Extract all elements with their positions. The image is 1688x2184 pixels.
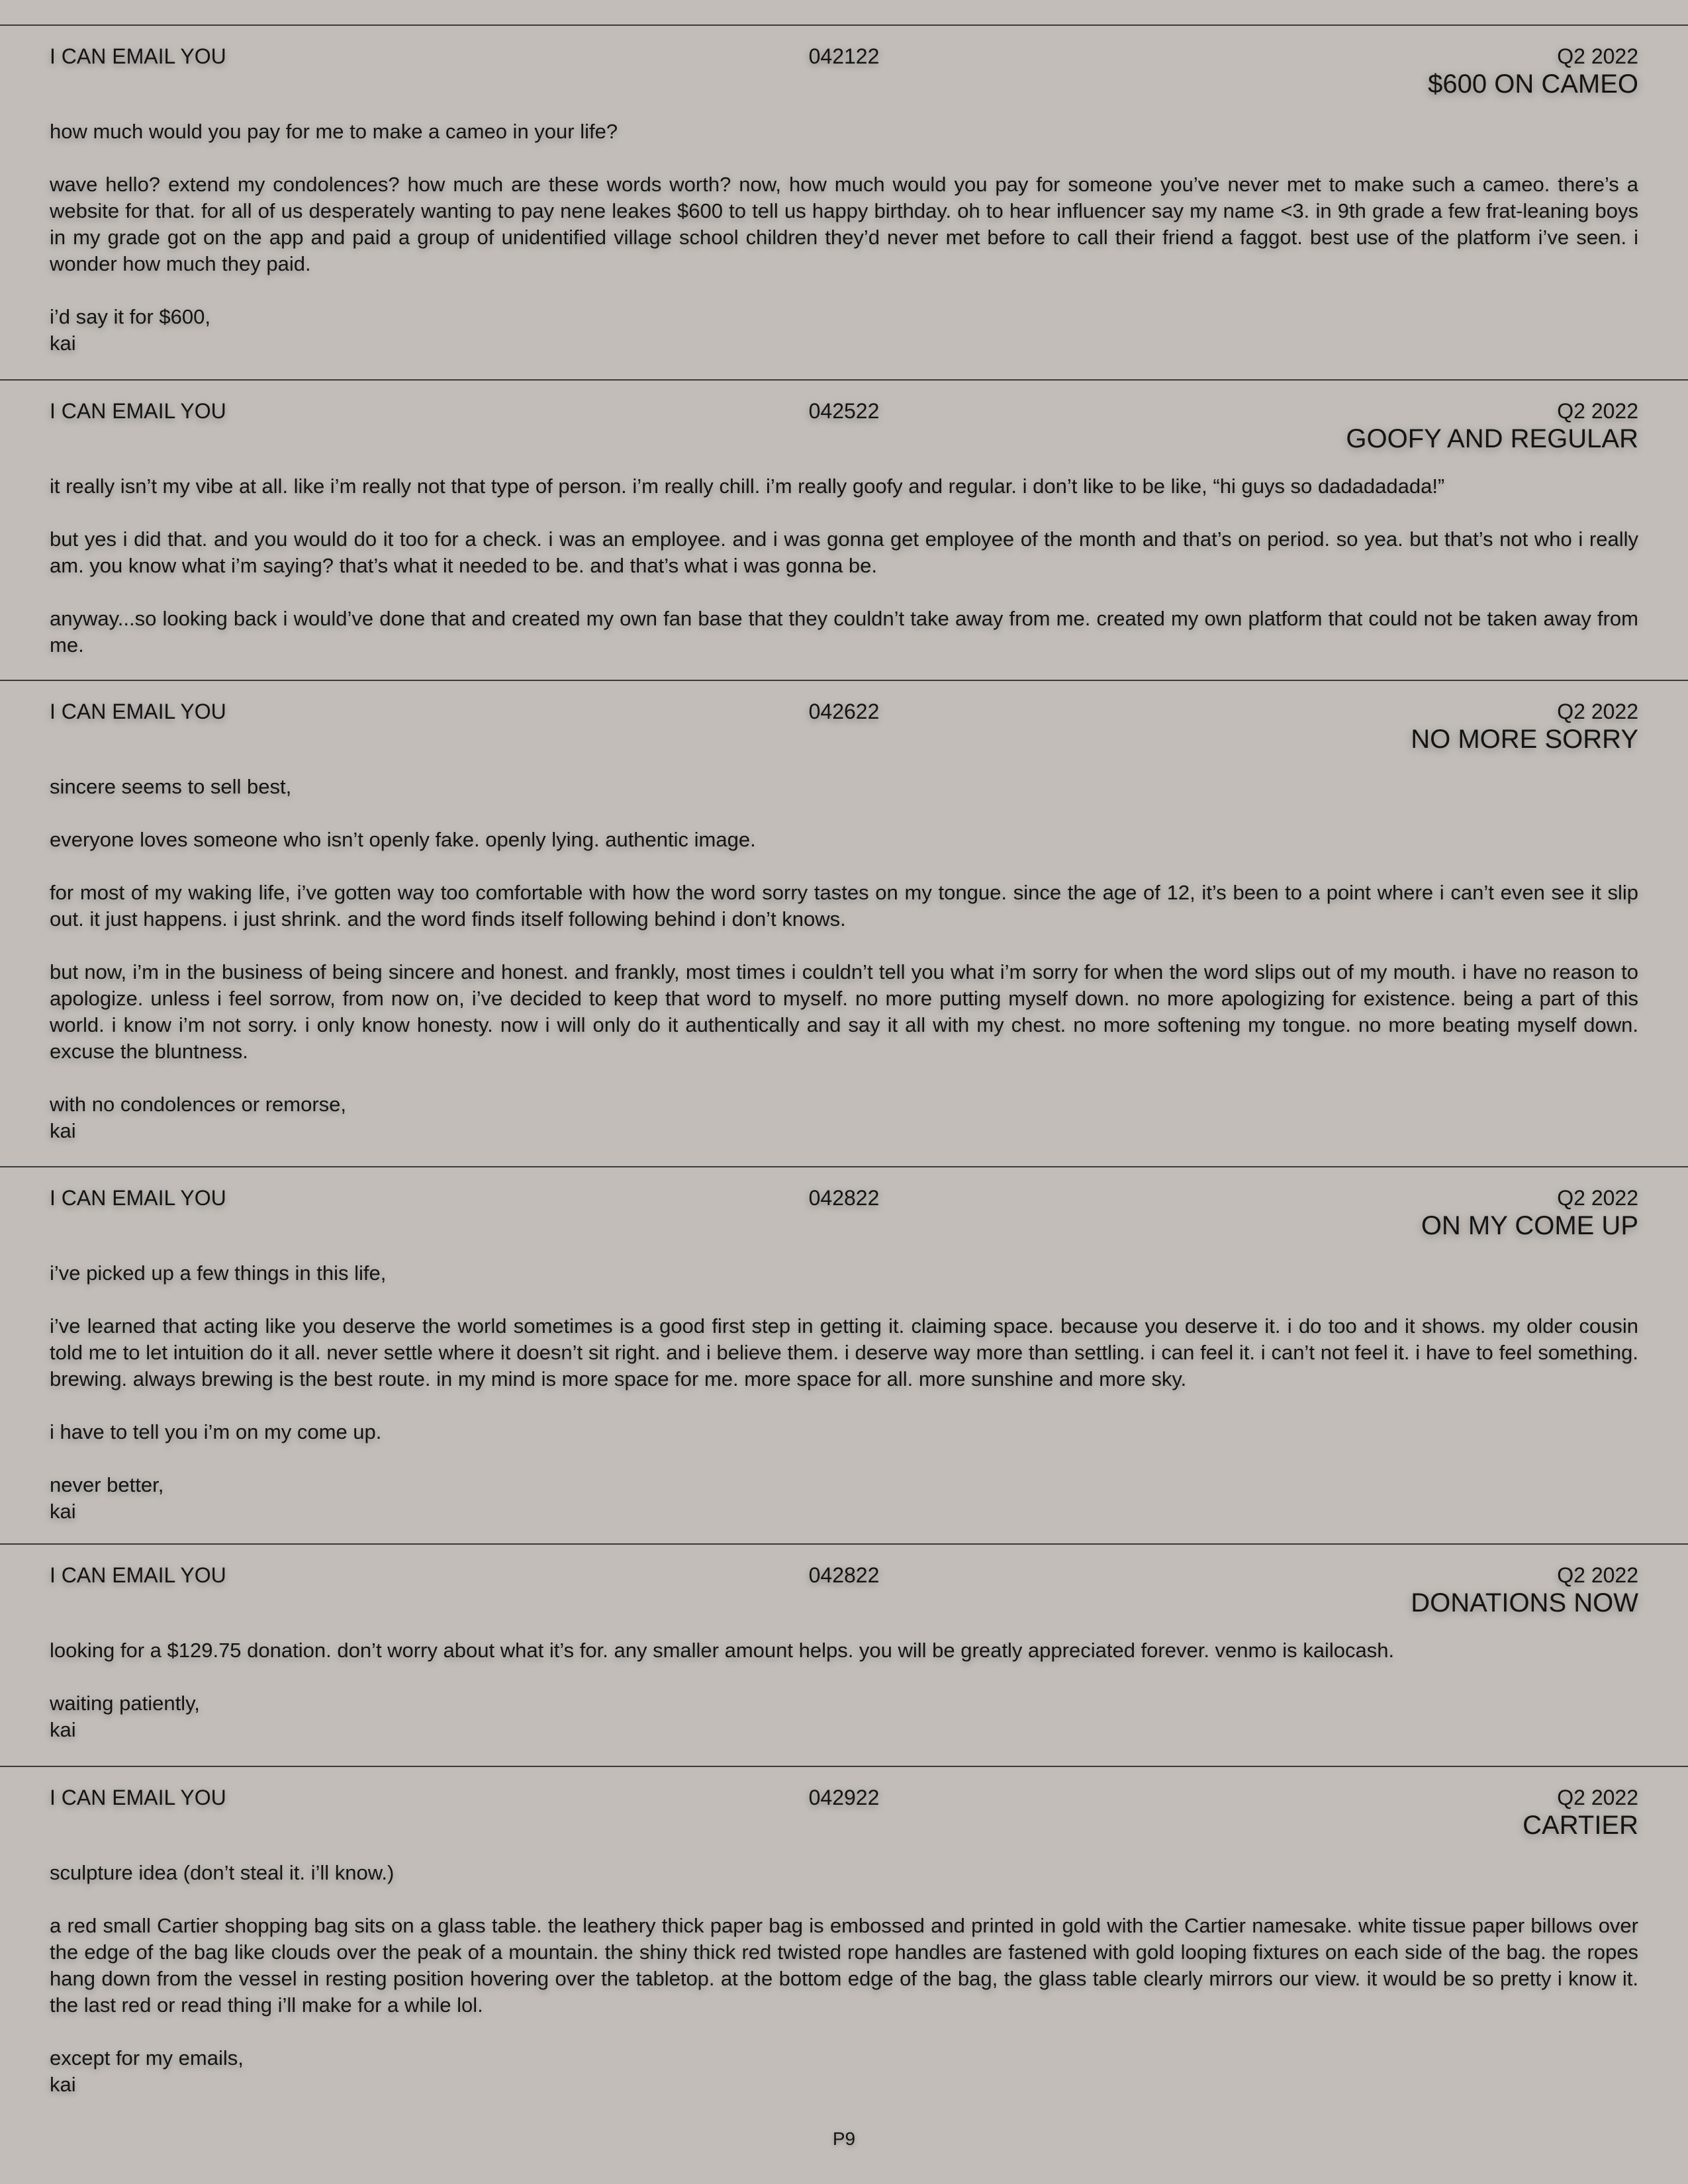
entry-paragraph: i’ve picked up a few things in this life, — [50, 1261, 387, 1285]
entry-closing: except for my emails, — [50, 2046, 244, 2070]
entry-closing: never better, — [50, 1473, 164, 1496]
entry-body — [50, 774, 1638, 1144]
entry-sender: I CAN EMAIL YOU — [50, 44, 226, 68]
entry-title: DONATIONS NOW — [1411, 1588, 1638, 1617]
entry-paragraph: i have to tell you i’m on my come up. — [50, 1420, 382, 1443]
entry-closing: waiting patiently, — [50, 1692, 200, 1715]
entry-closing: with no condolences or remorse, — [50, 1093, 347, 1116]
entry-date: 042622 — [808, 700, 880, 723]
entry-date: 042822 — [808, 1186, 880, 1210]
entry-signature: kai — [50, 1119, 76, 1142]
entry-paragraph: how much would you pay for me to make a cameo in your life? — [50, 120, 618, 143]
entry-quarter: Q2 2022 — [1557, 1786, 1638, 1809]
page-number: P9 — [832, 2128, 856, 2149]
entry-signature: kai — [50, 2073, 76, 2096]
email-entry — [0, 24, 1688, 379]
email-entry — [0, 1766, 1688, 2110]
entry-sender: I CAN EMAIL YOU — [50, 399, 226, 423]
entry-quarter: Q2 2022 — [1557, 1186, 1638, 1210]
entry-paragraph: wave hello? extend my condolences? how much are these words worth? now, how much would you pay for someone you’ve never met to make such a cameo. there’s a website for that. for all of us desperately wanting to pay nene leakes $600 to tell us happy birthday. oh to hear influencer say my name <3. in 9th grade a few frat-leaning boys in my grade got on the app and paid a group of unidentified village school children they’d never met before to call their friend a faggot. best use of the platform i’ve seen. i wonder how much they paid. — [50, 173, 1638, 275]
entry-title: NO MORE SORRY — [1411, 725, 1638, 754]
entry-sender: I CAN EMAIL YOU — [50, 1563, 226, 1587]
entry-paragraph: anyway...so looking back i would’ve done that and created my own fan base that they couldn’t take away from me. created my own platform that could not be taken away from me. — [50, 607, 1638, 657]
entry-sender: I CAN EMAIL YOU — [50, 1186, 226, 1210]
entry-date: 042822 — [808, 1563, 880, 1587]
email-entry — [0, 1543, 1688, 1766]
entry-paragraph: it really isn’t my vibe at all. like i’m really not that type of person. i’m really chill. i’m really goofy and regular. i don’t like to be like, “hi guys so dadadadada!” — [50, 475, 1445, 498]
entry-signature: kai — [50, 1718, 76, 1741]
email-entry — [0, 1166, 1688, 1543]
entry-body — [50, 118, 1638, 357]
entry-title: ON MY COME UP — [1421, 1211, 1638, 1240]
entry-paragraph: for most of my waking life, i’ve gotten way too comfortable with how the word sorry tastes on my tongue. since the age of 12, it’s been to a point where i can’t even see it slip out. it just happens. i just shrink. and the word finds itself following behind i don’t knows. — [50, 881, 1638, 931]
entry-closing: i’d say it for $600, — [50, 305, 211, 328]
entry-quarter: Q2 2022 — [1557, 1563, 1638, 1587]
entry-paragraph: sculpture idea (don’t steal it. i’ll know.) — [50, 1861, 395, 1884]
email-entry — [0, 379, 1688, 680]
entry-paragraph: sincere seems to sell best, — [50, 775, 292, 798]
entry-paragraph: looking for a $129.75 donation. don’t worry about what it’s for. any smaller amount helps. you will be greatly appreciated forever. venmo is kailocash. — [50, 1639, 1395, 1662]
entry-title: GOOFY AND REGULAR — [1346, 424, 1638, 453]
entry-signature: kai — [50, 1500, 76, 1523]
email-entry — [0, 680, 1688, 1166]
entry-body — [50, 473, 1638, 659]
entry-title: $600 ON CAMEO — [1428, 69, 1638, 99]
entry-body — [50, 1260, 1638, 1525]
entry-sender: I CAN EMAIL YOU — [50, 700, 226, 723]
entry-date: 042122 — [808, 44, 880, 68]
entry-paragraph: i’ve learned that acting like you deserve the world sometimes is a good first step in getting it. claiming space. because you deserve it. i do too and it shows. my older cousin told me to let intuition do it all. never settle where it doesn’t sit right. and i believe them. i deserve way more than settling. i can feel it. i can’t not feel it. i have to feel something. brewing. always brewing is the best route. in my mind is more space for me. more space for all. more sunshine and more sky. — [50, 1314, 1638, 1390]
entry-paragraph: everyone loves someone who isn’t openly fake. openly lying. authentic image. — [50, 828, 756, 851]
entry-quarter: Q2 2022 — [1557, 44, 1638, 68]
entry-title: CARTIER — [1523, 1811, 1638, 1840]
entry-date: 042522 — [808, 399, 880, 423]
entry-signature: kai — [50, 332, 76, 355]
entry-paragraph: a red small Cartier shopping bag sits on a glass table. the leathery thick paper bag is embossed and printed in gold with the Cartier namesake. white tissue paper billows over the edge of the bag like clouds over the peak of a mountain. the shiny thick red twisted rope handles are fastened with gold looping fixtures on each side of the bag. the ropes hang down from the vessel in resting position hovering over the tabletop. at the bottom edge of the bag, the glass table clearly mirrors our view. it would be so pretty i know it. the last red or read thing i’ll make for a while lol. — [50, 1914, 1638, 2017]
entry-paragraph: but yes i did that. and you would do it too for a check. i was an employee. and i was gonna get employee of the month and that’s on period. so yea. but that’s not who i really am. you know what i’m saying? that’s what it needed to be. and that’s what i was gonna be. — [50, 527, 1638, 577]
entry-date: 042922 — [808, 1786, 880, 1809]
entry-sender: I CAN EMAIL YOU — [50, 1786, 226, 1809]
entry-paragraph: but now, i’m in the business of being sincere and honest. and frankly, most times i couldn’t tell you what i’m sorry for when the word slips out of my mouth. i have no reason to apologize. unless i feel sorrow, from now on, i’ve decided to keep that word to myself. no more putting myself down. no more apologizing for existence. being a part of this world. i know i’m not sorry. i only know honesty. now i will only do it authentically and say it all with my chest. no more softening my tongue. no more beating myself down. excuse the bluntness. — [50, 960, 1638, 1063]
entry-quarter: Q2 2022 — [1557, 700, 1638, 723]
entry-body — [50, 1860, 1638, 2098]
entry-body — [50, 1637, 1638, 1743]
entry-quarter: Q2 2022 — [1557, 399, 1638, 423]
